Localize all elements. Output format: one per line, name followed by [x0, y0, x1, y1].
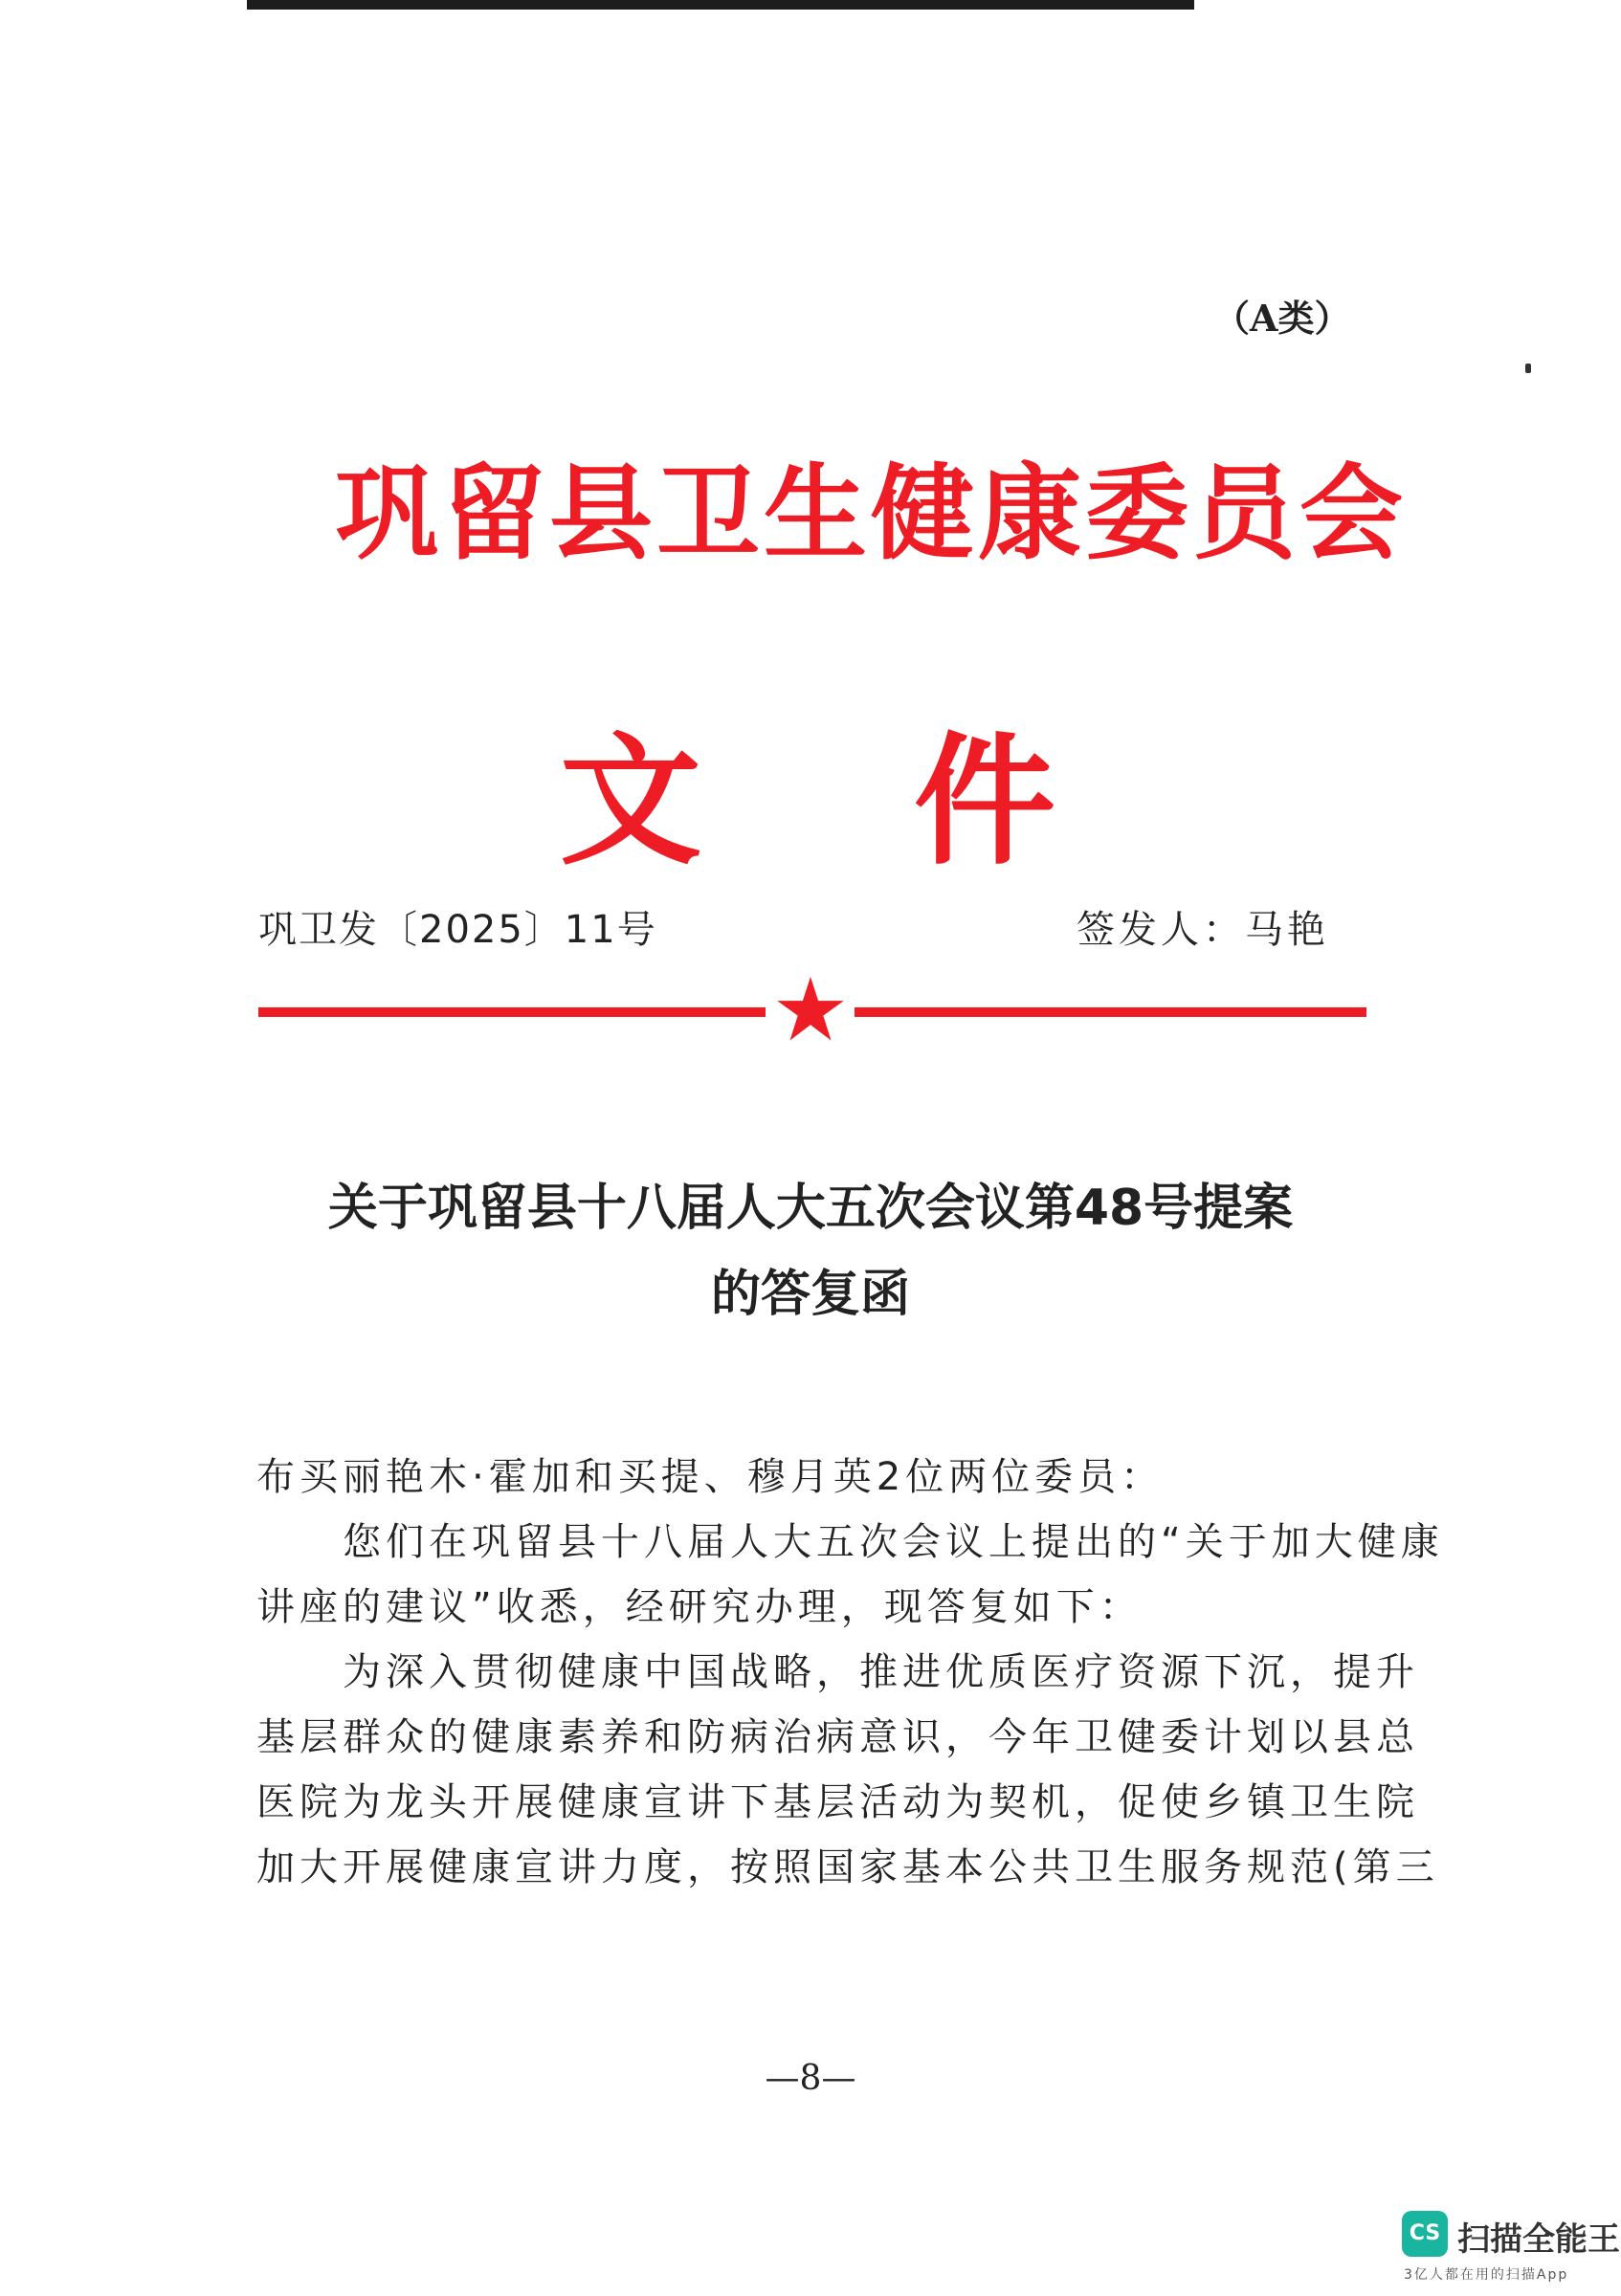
red-divider-left	[258, 1007, 766, 1017]
document-title-line-2: 的答复函	[710, 1266, 910, 1323]
body-line: 加大开展健康宣讲力度，按照国家基本公共卫生服务规范(第三	[256, 1845, 1439, 1889]
page-number: —8—	[765, 2059, 856, 2098]
body-line: 布买丽艳木·霍加和买提、穆月英2位两位委员：	[256, 1455, 1165, 1499]
document-number: 巩卫发〔2025〕11号	[258, 908, 657, 952]
scanner-logo-icon: CS	[1402, 2211, 1448, 2257]
document-class: （A类）	[1213, 297, 1351, 340]
scan-dot	[1525, 364, 1531, 373]
top-scan-edge	[247, 0, 1194, 10]
body-line: 为深入贯彻健康中国战略，推进优质医疗资源下沉，提升	[256, 1650, 1419, 1694]
body-line: 基层群众的健康素养和防病治病意识，今年卫健委计划以县总	[256, 1715, 1419, 1759]
body-line: 您们在巩留县十八届人大五次会议上提出的“关于加大健康	[256, 1520, 1444, 1564]
scanner-tagline: 3亿人都在用的扫描App	[1404, 2267, 1569, 2283]
body-line: 讲座的建议”收悉，经研究办理，现答复如下：	[256, 1585, 1143, 1629]
scanner-app-name: 扫描全能王	[1457, 2220, 1620, 2259]
organization-name: 巩留县卫生健康委员会	[335, 453, 1408, 574]
red-divider-right	[855, 1007, 1366, 1017]
body-line: 医院为龙头开展健康宣讲下基层活动为契机，促使乡镇卫生院	[256, 1780, 1419, 1824]
scanner-watermark	[1402, 2207, 1620, 2284]
document-header-word-1: 文	[560, 718, 701, 884]
document-header-word-2: 件	[914, 718, 1055, 884]
star-icon	[775, 974, 846, 1045]
signer: 签发人：马艳	[1077, 908, 1329, 952]
document-title-line-1: 关于巩留县十八届人大五次会议第48号提案	[327, 1180, 1294, 1237]
